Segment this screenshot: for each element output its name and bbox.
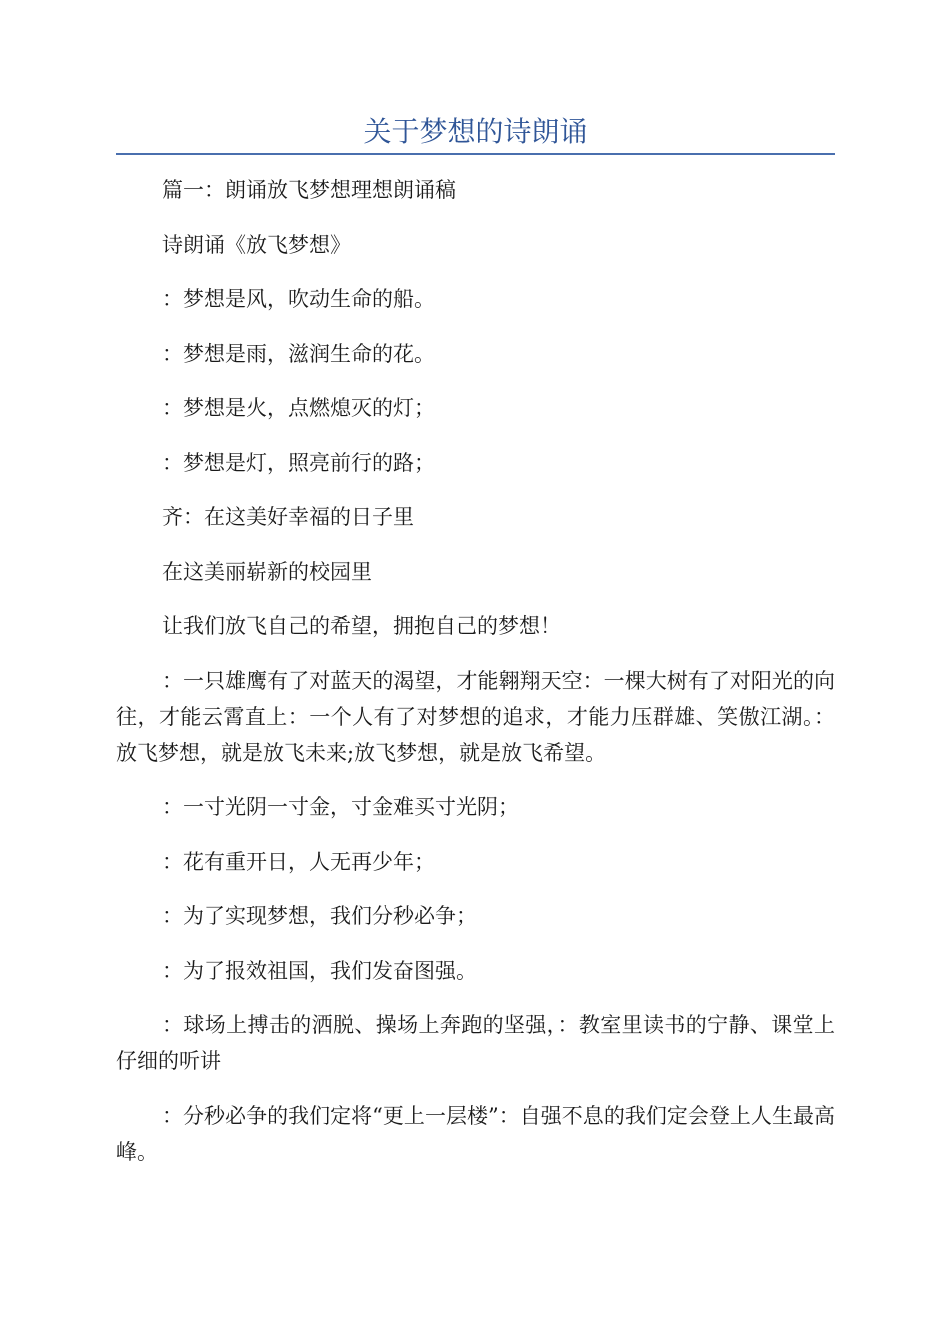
paragraph: ：一寸光阴一寸金，寸金难买寸光阴；	[162, 795, 519, 819]
title-underline	[116, 153, 835, 155]
paragraph: ：梦想是风，吹动生命的船。	[162, 287, 435, 311]
paragraph: ：梦想是雨，滋润生命的花。	[162, 341, 435, 366]
paragraph: ：一只雄鹰有了对蓝天的渴望，才能翱翔天空：一棵大树有了对阳光的向往，才能云霄直上：一个人有了对梦想的追求，才能力压群雄、笑傲江湖。：放飞梦想，就是放飞未来;放飞梦想，就是放飞希望。	[116, 668, 835, 765]
paragraph: 篇一：朗诵放飞梦想理想朗诵稿	[162, 178, 456, 202]
paragraph: ：为了实现梦想，我们分秒必争；	[162, 904, 477, 928]
paragraph: ：梦想是火，点燃熄灭的灯；	[162, 396, 435, 420]
paragraph: 让我们放飞自己的希望，拥抱自己的梦想！	[162, 614, 561, 638]
paragraph: ：球场上搏击的洒脱、操场上奔跑的坚强，：教室里读书的宁静、课堂上仔细的听讲	[116, 1013, 835, 1073]
paragraph: ：为了报效祖国，我们发奋图强。	[162, 958, 477, 983]
paragraph: 在这美丽崭新的校园里	[162, 559, 372, 584]
paragraph: ：花有重开日，人无再少年；	[162, 849, 435, 874]
paragraph: ：分秒必争的我们定将“更上一层楼”：自强不息的我们定会登上人生最高峰。	[116, 1103, 835, 1164]
paragraph: 诗朗诵《放飞梦想》	[162, 232, 351, 257]
paragraph: ：梦想是灯，照亮前行的路；	[162, 450, 435, 475]
document-title: 关于梦想的诗朗诵	[363, 115, 588, 148]
paragraph: 齐：在这美好幸福的日子里	[162, 505, 414, 529]
document-body	[116, 172, 835, 1188]
